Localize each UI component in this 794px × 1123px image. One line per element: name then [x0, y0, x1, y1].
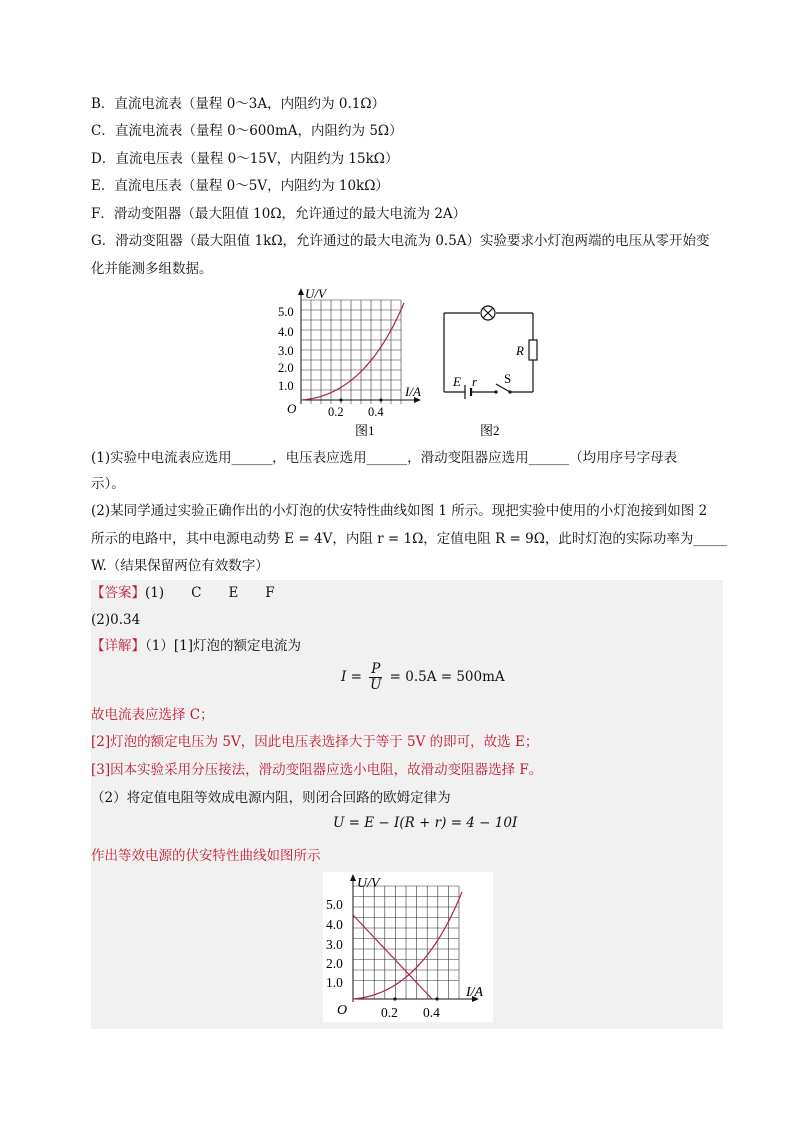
option-d: D．直流电压表（量程 0～15V，内阻约为 15kΩ）	[91, 151, 399, 167]
fig1-y-axis-label: U/V	[305, 286, 326, 301]
fig2-emf-label: E	[453, 374, 461, 389]
question-1: (1)实验中电流表应选用______，电压表应选用______，滑动变阻器应选用______（均用序号字母表	[91, 450, 678, 466]
eq1-numerator: P	[371, 661, 381, 677]
equation-ohms-law: U = E − I(R + r) = 4 − 10I	[333, 815, 518, 831]
detail-label: 【详解】	[91, 638, 145, 654]
fig1-y-tick: 4.0	[278, 325, 294, 339]
eq1-fraction	[369, 662, 382, 693]
fig1-x-tick: 0.4	[368, 405, 384, 419]
detail-line-ammeter: 故电流表应选择 C；	[91, 707, 214, 723]
eq1-lhs: I =	[341, 669, 362, 685]
answer-line-1	[91, 583, 275, 603]
eq1-rhs: = 0.5A = 500mA	[389, 669, 505, 685]
detail-intro: （1）[1]灯泡的额定电流为	[145, 638, 301, 654]
fig3-y-tick: 3.0	[326, 937, 343, 952]
fig1-y-tick: 5.0	[278, 305, 294, 319]
detail-intro-line	[91, 636, 301, 656]
detail-line-voltmeter: [2]灯泡的额定电压为 5V，因此电压表选择大于等于 5V 的即可，故选 E；	[91, 734, 539, 750]
fig3-x-axis-label: I/A	[466, 985, 484, 1000]
figure-1-iv-curve	[277, 286, 437, 441]
detail-line-graph: 作出等效电源的伏安特性曲线如图所示	[91, 848, 321, 864]
fig3-y-tick: 4.0	[326, 917, 343, 932]
fig1-y-tick: 1.0	[278, 379, 294, 393]
fig1-origin: O	[287, 401, 297, 416]
equation-rated-current	[341, 662, 505, 693]
eq1-denominator: U	[370, 677, 382, 693]
figure-2-circuit	[440, 300, 550, 441]
option-e: E．直流电压表（量程 0～5V，内阻约为 10kΩ）	[91, 178, 389, 194]
option-b: B．直流电流表（量程 0～3A，内阻约为 0.1Ω）	[91, 96, 386, 112]
fig2-switch-label: S	[504, 371, 512, 386]
detail-line-rheostat: [3]因本实验采用分压接法，滑动变阻器应选小电阻，故滑动变阻器选择 F。	[91, 762, 543, 778]
question-2-line-2: 所示的电路中，其中电源电动势 E = 4V，内阻 r = 1Ω，定值电阻 R = 9Ω，此时灯泡的实际功率为_____	[91, 531, 728, 547]
fig1-x-tick: 0.2	[328, 405, 344, 419]
figure-3-iv-curves	[323, 872, 493, 1022]
option-c: C．直流电流表（量程 0～600mA，内阻约为 5Ω）	[91, 123, 403, 139]
fig2-resistor-label: R	[516, 343, 524, 358]
fig3-y-axis-label: U/V	[357, 876, 380, 891]
fig1-caption: 图1	[355, 423, 375, 438]
fig2-caption: 图2	[480, 423, 500, 438]
option-f: F．滑动变阻器（最大阻值 10Ω，允许通过的最大电流为 2A）	[91, 206, 467, 222]
answer-line-2: (2)0.34	[91, 612, 141, 628]
answer-part-1: (1) C E F	[145, 585, 275, 601]
fig3-y-tick: 2.0	[326, 956, 343, 971]
fig3-x-tick: 0.4	[423, 1005, 440, 1020]
question-1-cont: 示）。	[91, 476, 125, 492]
question-2-line-1: (2)某同学通过实验正确作出的小灯泡的伏安特性曲线如图 1 所示。现把实验中使用的小灯泡接到如图 2	[91, 503, 708, 519]
detail-part-2: （2）将定值电阻等效成电源内阻，则闭合回路的欧姆定律为	[91, 790, 451, 806]
fig1-x-axis-label: I/A	[405, 384, 421, 399]
fig2-internal-r-label: r	[472, 374, 478, 389]
fig3-x-tick: 0.2	[381, 1005, 398, 1020]
option-g: G．滑动变阻器（最大阻值 1kΩ，允许通过的最大电流为 0.5A）实验要求小灯泡两端的电压从零开始变	[91, 233, 710, 249]
fig3-y-tick: 1.0	[326, 975, 343, 990]
option-g-cont: 化并能测多组数据。	[91, 261, 213, 277]
fig3-origin: O	[337, 1003, 348, 1018]
question-2-line-3: W.（结果保留两位有效数字）	[91, 558, 269, 574]
fig1-y-tick: 3.0	[278, 344, 294, 358]
answer-label: 【答案】	[91, 585, 145, 601]
fig3-y-tick: 5.0	[326, 897, 343, 912]
fig1-y-tick: 2.0	[278, 361, 294, 375]
